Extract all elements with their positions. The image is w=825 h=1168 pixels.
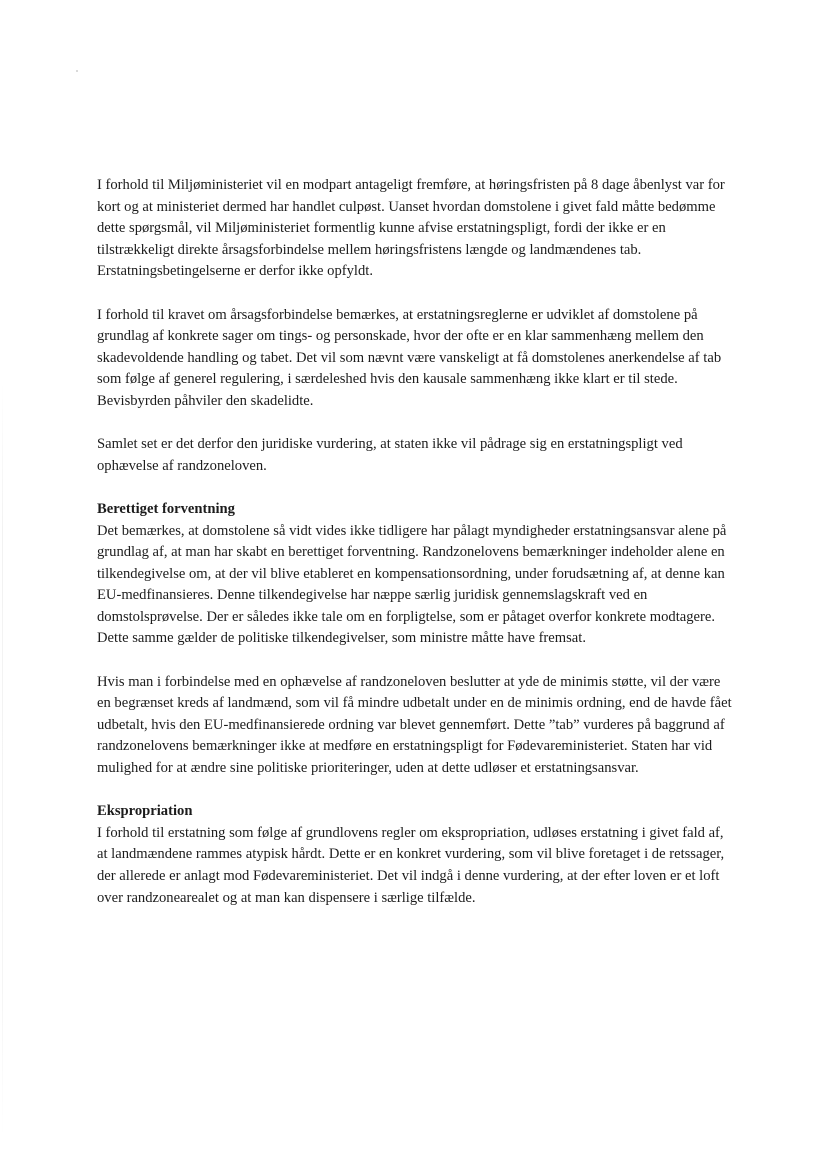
section-heading: Ekspropriation xyxy=(97,803,193,820)
scan-speck xyxy=(76,70,78,72)
paragraph-expectation: Det bemærkes, at domstolene så vidt vides ikke tidligere har pålagt myndigheder erstatningsansvar alene på grundlag af, at man har skabt en berettiget forventning. Randzonelovens bemærkninger indeholder alene en tilkendegivelse om, at der vil blive etableret en kompensationsordning, under forudsætning af, at denne kan EU-medfinansieres. Denne tilkendegivelse har næppe særlig juridisk gennemslagskraft ved en domstolsprøvelse. Der er således ikke tale om en forpligtelse, som er påtaget overfor konkrete modtagere. Dette samme gælder de politiske tilkendegivelser, som ministre måtte have fremsat. xyxy=(97,522,727,647)
paragraph-de-minimis: Hvis man i forbindelse med en ophævelse af randzoneloven beslutter at yde de minimis støtte, vil der være en begrænset kreds af landmænd, som vil få mindre udbetalt under en de minimis ordning, end de havde fået udbetalt, hvis den EU-medfinansierede ordning var blevet gennemført. Dette ”tab” vurderes på baggrund af randzonelovens bemærkninger ikke at medføre en erstatningspligt for Fødevareministeriet. Staten har vid mulighed for at ændre sine politiske prioriteringer, uden at dette udløser et erstatningsansvar. xyxy=(97,673,732,777)
section-berettiget-forventning xyxy=(97,499,737,780)
paragraph-expropriation: I forhold til erstatning som følge af grundlovens regler om ekspropriation, udløses erstatning i givet fald af, at landmændene rammes atypisk hårdt. Dette er en konkret vurdering, som vil blive foretaget i de retssager, der allerede er anlagt mod Fødevareministeriet. Det vil indgå i denne vurdering, at der efter loven er et loft over randzonearealet og at man kan dispensere i særlige tilfælde. xyxy=(97,824,725,906)
paragraph-conclusion: Samlet set er det derfor den juridiske vurdering, at staten ikke vil pådrage sig en erstatningspligt ved ophævelse af randzoneloven. xyxy=(97,436,683,474)
paragraph-causation: I forhold til kravet om årsagsforbindelse bemærkes, at erstatningsreglerne er udviklet af domstolene på grundlag af konkrete sager om tings- og personskade, hvor der ofte er en klar sammenhæng mellem den skadevoldende handling og tabet. Det vil som nævnt være vanskeligt at få domstolenes anerkendelse af tab som følge af generel regulering, i særdeleshed hvis den kausale sammenhæng ikke klart er til stede. Bevisbyrden påhviler den skadelidte. xyxy=(97,306,722,409)
paragraph-culpa: I forhold til Miljøministeriet vil en modpart antageligt fremføre, at høringsfristen på 8 dage åbenlyst var for kort og at ministeriet dermed har handlet culpøst. Uanset hvordan domstolene i givet fald måtte bedømme dette spørgsmål, vil Miljøministeriet formentlig kunne afvise erstatningspligt, fordi der ikke er en tilstrækkeligt direkte årsagsforbindelse mellem høringsfristens længde og landmændenes tab. Erstatningsbetingelserne er derfor ikke opfyldt. xyxy=(97,177,725,280)
section-ekspropriation xyxy=(97,801,737,909)
scan-edge-shadow xyxy=(2,380,3,1140)
section-heading: Berettiget forventning xyxy=(97,500,235,517)
document-body xyxy=(97,175,737,931)
